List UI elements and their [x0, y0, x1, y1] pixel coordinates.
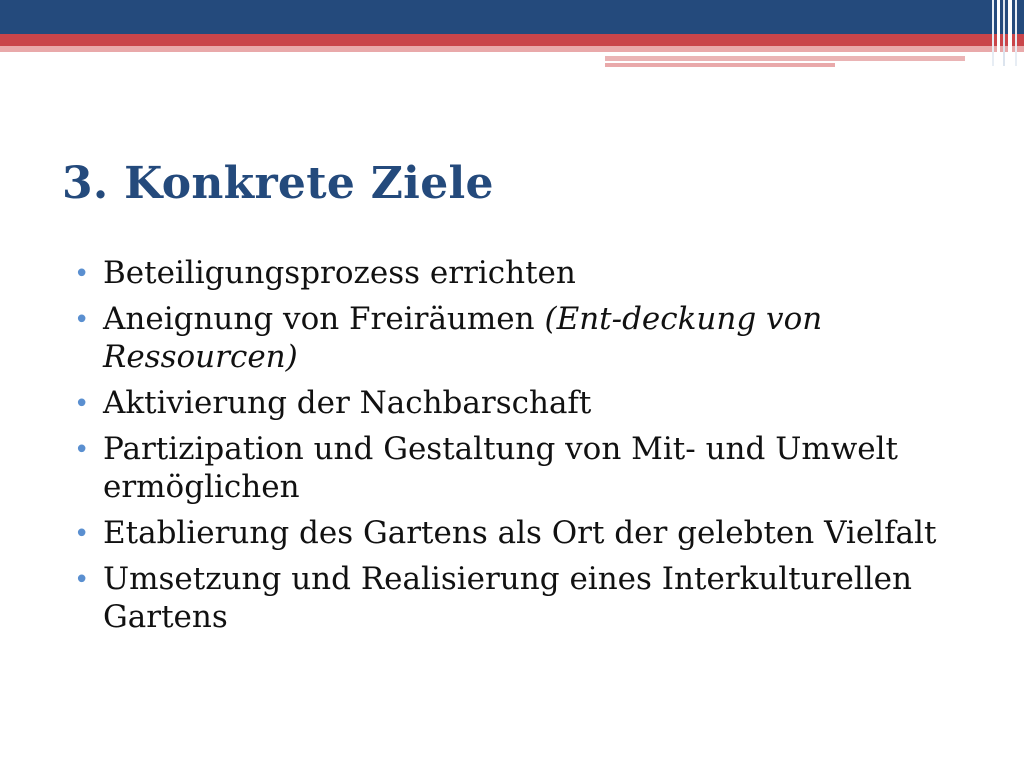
bullet-icon: • — [74, 259, 90, 289]
bullet-item — [72, 254, 952, 292]
header-band-red — [0, 34, 1024, 46]
bullet-text: Umsetzung und Realisierung eines Interkulturellen Gartens — [103, 561, 912, 635]
bullet-item — [72, 300, 952, 376]
bullet-icon: • — [74, 435, 90, 465]
bullet-item — [72, 560, 952, 636]
bullet-icon: • — [74, 565, 90, 595]
bullet-item — [72, 384, 952, 422]
bullet-text: Aneignung von Freiräumen — [103, 301, 545, 337]
bullet-text: Etablierung des Gartens als Ort der gelebten Vielfalt — [103, 515, 937, 551]
header-stripe — [1015, 0, 1017, 66]
header-stripe — [992, 0, 994, 66]
bullet-icon: • — [74, 389, 90, 419]
header-stripe — [997, 0, 1000, 66]
header-stripe — [1003, 0, 1005, 66]
bullet-icon: • — [74, 519, 90, 549]
bullet-item — [72, 430, 952, 506]
bullet-text-italic: (Ent-deckung von Ressourcen) — [103, 301, 823, 375]
header-band-pink-shorter — [605, 63, 835, 67]
bullet-text: Beteiligungsprozess errichten — [103, 255, 576, 291]
bullet-list — [72, 254, 952, 644]
bullet-item — [72, 514, 952, 552]
slide-title: 3. Konkrete Ziele — [62, 158, 494, 209]
header-band-blue — [0, 0, 1024, 34]
header-stripe — [1008, 0, 1012, 66]
bullet-text: Aktivierung der Nachbarschaft — [103, 385, 592, 421]
bullet-text: Partizipation und Gestaltung von Mit- und Umwelt ermöglichen — [103, 431, 898, 505]
bullet-icon: • — [74, 305, 90, 335]
header-band-pink-short — [605, 56, 965, 61]
